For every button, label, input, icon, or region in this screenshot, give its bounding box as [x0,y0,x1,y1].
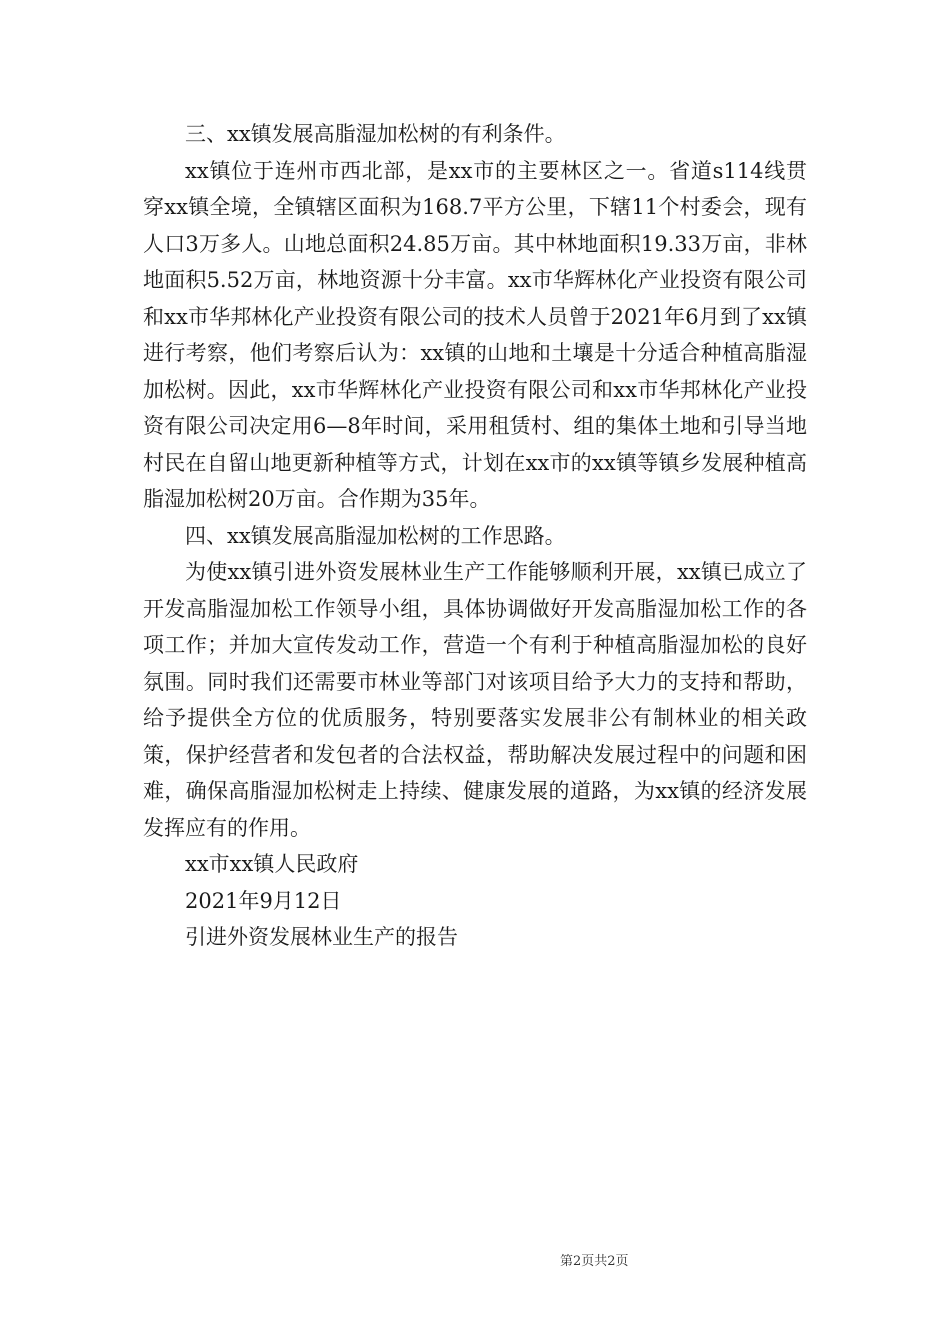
section-heading-3: 三、xx镇发展高脂湿加松树的有利条件。 [185,122,566,146]
section-heading-4: 四、xx镇发展高脂湿加松树的工作思路。 [185,523,566,548]
body-paragraph: 为使xx镇引进外资发展林业生产工作能够顺利开展，xx镇已成立了开发高脂湿加松工作领导小组，具体协调做好开发高脂湿加松工作的各项工作；并加大宣传发动工作，营造一个有利于种植高脂湿加松的良好氛围。同时我们还需要市林业等部门对该项目给予大力的支持和帮助，给予提供全方位的优质服务，特别要落实发展非公有制林业的相关政策，保护经营者和发包者的合法权益，帮助解决发展过程中的问题和困难，确保高脂湿加松树走上持续、健康发展的道路，为xx镇的经济发展发挥应有的作用。 [143,560,807,840]
document-body [143,116,807,956]
report-title: 引进外资发展林业生产的报告 [185,925,458,949]
body-paragraph: xx镇位于连州市西北部，是xx市的主要林区之一。省道s114线贯穿xx镇全境，全镇辖区面积为168.7平方公里，下辖11个村委会，现有人口3万多人。山地总面积24.85万亩。其中林地面积19.33万亩，非林地面积5.52万亩，林地资源十分丰富。xx市华辉林化产业投资有限公司和xx市华邦林化产业投资有限公司的技术人员曾于2021年6月到了xx镇进行考察，他们考察后认为：xx镇的山地和土壤是十分适合种植高脂湿加松树。因此，xx市华辉林化产业投资有限公司和xx市华邦林化产业投资有限公司决定用6—8年时间，采用租赁村、组的集体土地和引导当地村民在自留山地更新种植等方式，计划在xx市的xx镇等镇乡发展种植高脂湿加松树20万亩。合作期为35年。 [143,158,807,511]
signature-org: xx市xx镇人民政府 [185,852,359,876]
signature-date: 2021年9月12日 [185,888,342,913]
page-number: 第2页共2页 [560,1254,629,1269]
